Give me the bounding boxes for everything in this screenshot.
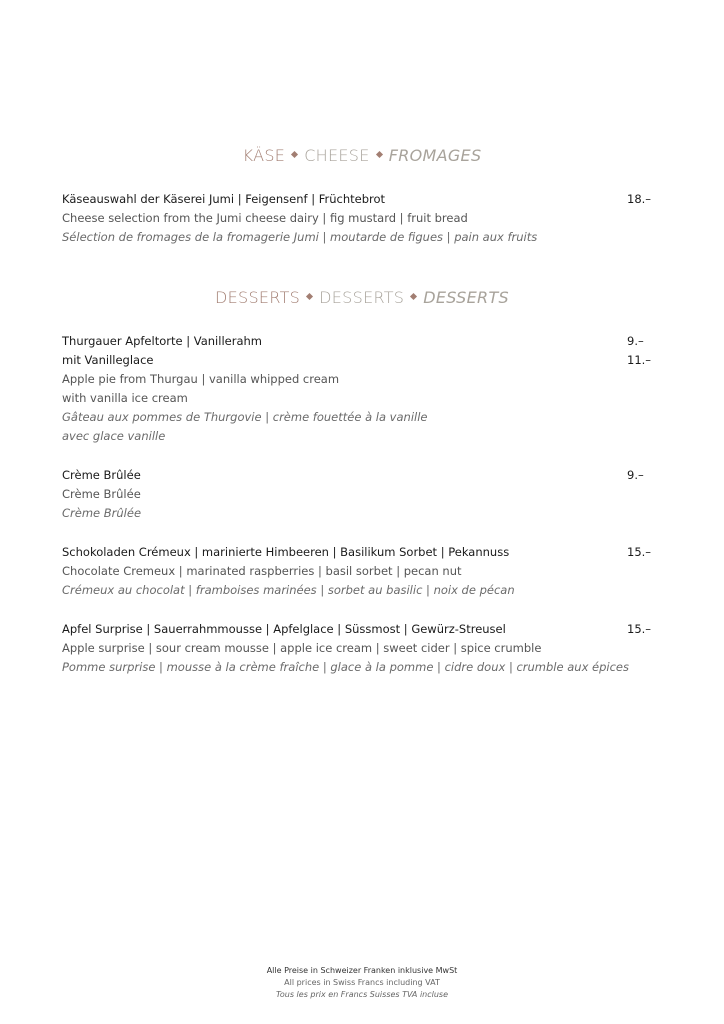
- diamond-icon: [291, 151, 298, 158]
- footer-en: All prices in Swiss Francs including VAT: [284, 978, 440, 987]
- item-name-fr: Pomme surprise | mousse à la crème fraîche | glace à la pomme | cidre doux | crumble aux épices: [62, 660, 629, 674]
- item-name-de: Käseauswahl der Käserei Jumi | Feigensenf | Früchtebrot: [62, 192, 386, 206]
- item-name-en: Crème Brûlée: [62, 487, 141, 501]
- item-price-2: 11.–: [627, 353, 652, 367]
- item-name-fr: Sélection de fromages de la fromagerie Jumi | moutarde de figues | pain aux fruits: [62, 230, 538, 244]
- item-name-de-line2: mit Vanilleglace: [62, 353, 154, 367]
- diamond-icon: [376, 151, 383, 158]
- footer-de: Alle Preise in Schweizer Franken inklusive MwSt: [266, 966, 458, 975]
- item-name-en: Apple surprise | sour cream mousse | apple ice cream | sweet cider | spice crumble: [62, 641, 542, 655]
- desserts-title-fr: DESSERTS: [423, 288, 509, 307]
- item-name-fr: Crémeux au chocolat | framboises marinées | sorbet au basilic | noix de pécan: [62, 583, 515, 597]
- diamond-icon: [306, 293, 313, 300]
- item-name-en: Apple pie from Thurgau | vanilla whipped cream: [62, 372, 340, 386]
- cheese-title-de: KÄSE: [242, 146, 286, 165]
- footer-fr: Tous les prix en Francs Suisses TVA incluse: [275, 990, 449, 999]
- cheese-section-title: [0, 146, 724, 165]
- item-name-de: Apfel Surprise | Sauerrahmmousse | Apfelglace | Süssmost | Gewürz-Streusel: [62, 622, 506, 636]
- item-price: 9.–: [627, 468, 644, 482]
- cheese-title-fr: FROMAGES: [388, 146, 482, 165]
- item-name-de: Thurgauer Apfeltorte | Vanillerahm: [62, 334, 262, 348]
- item-name-fr: Crème Brûlée: [62, 506, 142, 520]
- item-price: 15.–: [627, 622, 652, 636]
- item-name-de: Schokoladen Crémeux | marinierte Himbeeren | Basilikum Sorbet | Pekannuss: [62, 545, 510, 559]
- item-price: 18.–: [627, 192, 652, 206]
- cheese-title-en: CHEESE: [304, 146, 370, 165]
- item-name-fr: Gâteau aux pommes de Thurgovie | crème fouettée à la vanille: [62, 410, 428, 424]
- item-name-en-line2: with vanilla ice cream: [62, 391, 188, 405]
- desserts-title-de: DESSERTS: [214, 288, 301, 307]
- item-name-en: Chocolate Cremeux | marinated raspberries | basil sorbet | pecan nut: [62, 564, 462, 578]
- item-name-en: Cheese selection from the Jumi cheese dairy | fig mustard | fruit bread: [62, 211, 468, 225]
- desserts-section-title: [0, 288, 724, 307]
- diamond-icon: [410, 293, 417, 300]
- item-name-fr-line2: avec glace vanille: [62, 429, 166, 443]
- desserts-title-en: DESSERTS: [319, 288, 405, 307]
- item-name-de: Crème Brûlée: [62, 468, 141, 482]
- item-price: 15.–: [627, 545, 652, 559]
- item-price: 9.–: [627, 334, 644, 348]
